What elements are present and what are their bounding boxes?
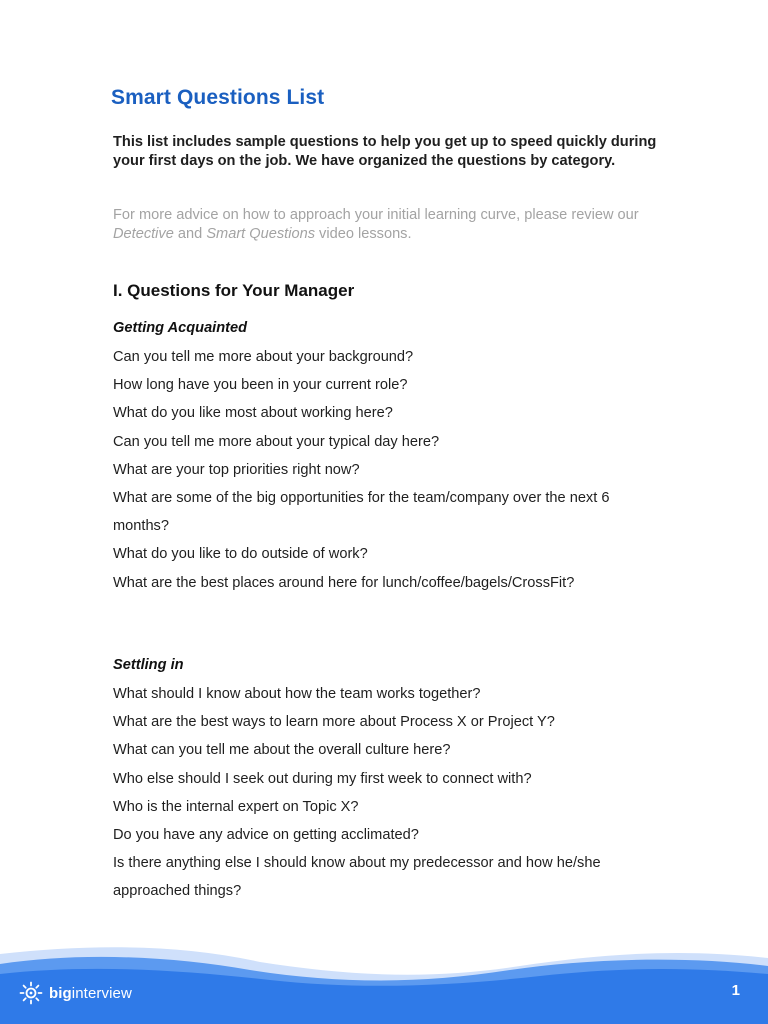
brand-wordmark [49, 985, 132, 1002]
question-item: What do you like most about working here? [113, 405, 393, 422]
advice-prefix: For more advice on how to approach your initial learning curve, please review our [113, 207, 639, 223]
question-item: How long have you been in your current role? [113, 377, 408, 394]
brand-wordmark-regular: interview [71, 984, 132, 1002]
advice-paragraph [113, 206, 658, 244]
section-heading: I. Questions for Your Manager [113, 281, 355, 300]
question-item: What do you like to do outside of work? [113, 546, 368, 563]
question-item: What should I know about how the team works together? [113, 686, 481, 702]
category-heading-getting-acquainted: Getting Acquainted [113, 320, 248, 336]
advice-suffix: video lessons. [315, 226, 412, 242]
advice-connector: and [173, 226, 207, 242]
page-footer [0, 940, 768, 1024]
question-item: What can you tell me about the overall culture here? [113, 742, 451, 759]
brand-wordmark-bold: big [49, 984, 72, 1002]
question-item: What are the best places around here for lunch/coffee/bagels/CrossFit? [113, 574, 575, 591]
smart-questions-lesson-reference: Smart Questions [206, 226, 315, 242]
page-number: 1 [731, 982, 740, 999]
question-list-settling-in [113, 680, 658, 906]
question-item: Can you tell me more about your background? [113, 349, 414, 365]
intro-paragraph: This list includes sample questions to help you get up to speed quickly during your first days on the job. We have organized the questions by category. [113, 134, 657, 169]
biginterview-brand [18, 980, 132, 1006]
question-item: Do you have any advice on getting acclimated? [113, 827, 419, 844]
question-item: What are the best ways to learn more about Process X or Project Y? [113, 714, 555, 731]
question-list-getting-acquainted [113, 343, 658, 597]
question-item: Can you tell me more about your typical day here? [113, 433, 440, 450]
question-item: Who is the internal expert on Topic X? [113, 798, 359, 815]
question-item: Who else should I seek out during my first week to connect with? [113, 770, 532, 787]
page-title: Smart Questions List [111, 86, 325, 109]
sun-logo-icon [18, 980, 44, 1006]
question-item: What are your top priorities right now? [113, 461, 360, 478]
category-heading-settling-in: Settling in [113, 657, 184, 673]
question-item: Is there anything else I should know about my predecessor and how he/she approached things? [113, 855, 601, 900]
question-item: What are some of the big opportunities for the team/company over the next 6 months? [113, 490, 610, 535]
detective-lesson-reference: Detective [113, 226, 174, 242]
